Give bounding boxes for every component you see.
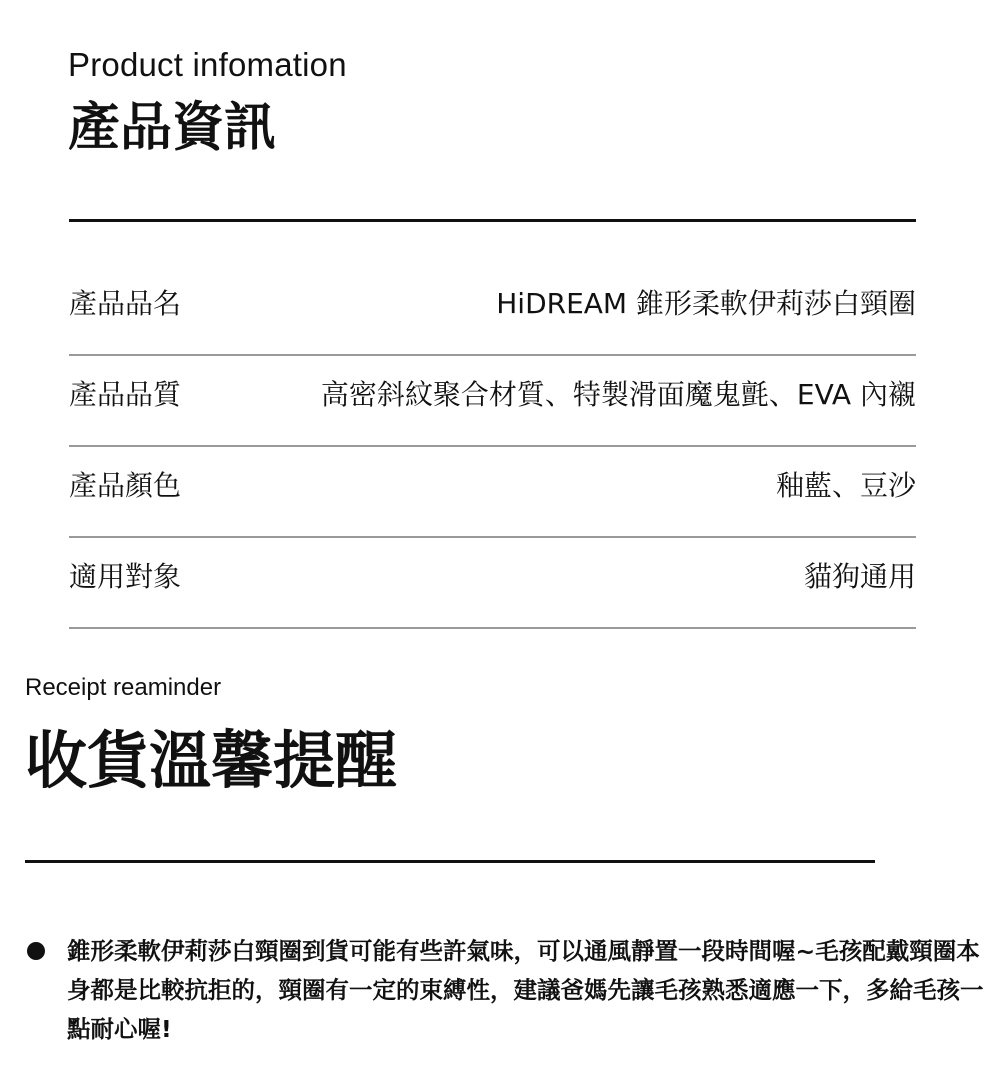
spec-row-material: [69, 361, 916, 453]
spec-label: 適用對象: [69, 560, 182, 593]
spec-value: HiDREAM 錐形柔軟伊莉莎白頸圈: [496, 287, 916, 320]
product-info-divider: [69, 219, 916, 222]
bullet-dot-icon: [27, 942, 45, 960]
spec-value: 高密斜紋聚合材質、特製滑面魔鬼氈、EVA 內襯: [320, 378, 916, 411]
row-divider: [69, 627, 916, 629]
receipt-reminder-divider: [25, 860, 875, 863]
spec-value: 釉藍、豆沙: [775, 469, 916, 502]
row-divider: [69, 354, 916, 356]
receipt-reminder-english-title: Receipt reaminder: [25, 674, 222, 701]
spec-row-target: [69, 543, 916, 635]
product-info-english-title: Product infomation: [68, 46, 347, 83]
spec-value: 貓狗通用: [803, 560, 916, 593]
row-divider: [69, 445, 916, 447]
spec-label: 產品品名: [69, 287, 182, 320]
spec-label: 產品品質: [69, 378, 182, 411]
product-info-title: 產品資訊: [68, 98, 277, 158]
spec-row-color: [69, 452, 916, 544]
row-divider: [69, 536, 916, 538]
receipt-notice-text: 錐形柔軟伊莉莎白頸圈到貨可能有些許氣味，可以通風靜置一段時間喔~毛孩配戴頸圈本身都是比較抗拒的，頸圈有一定的束縛性，建議爸媽先讓毛孩熟悉適應一下，多給毛孩一點耐心喔!: [67, 937, 984, 1043]
spec-row-name: [69, 270, 916, 362]
receipt-reminder-title: 收貨溫馨提醒: [25, 724, 398, 797]
spec-label: 產品顏色: [69, 469, 182, 502]
